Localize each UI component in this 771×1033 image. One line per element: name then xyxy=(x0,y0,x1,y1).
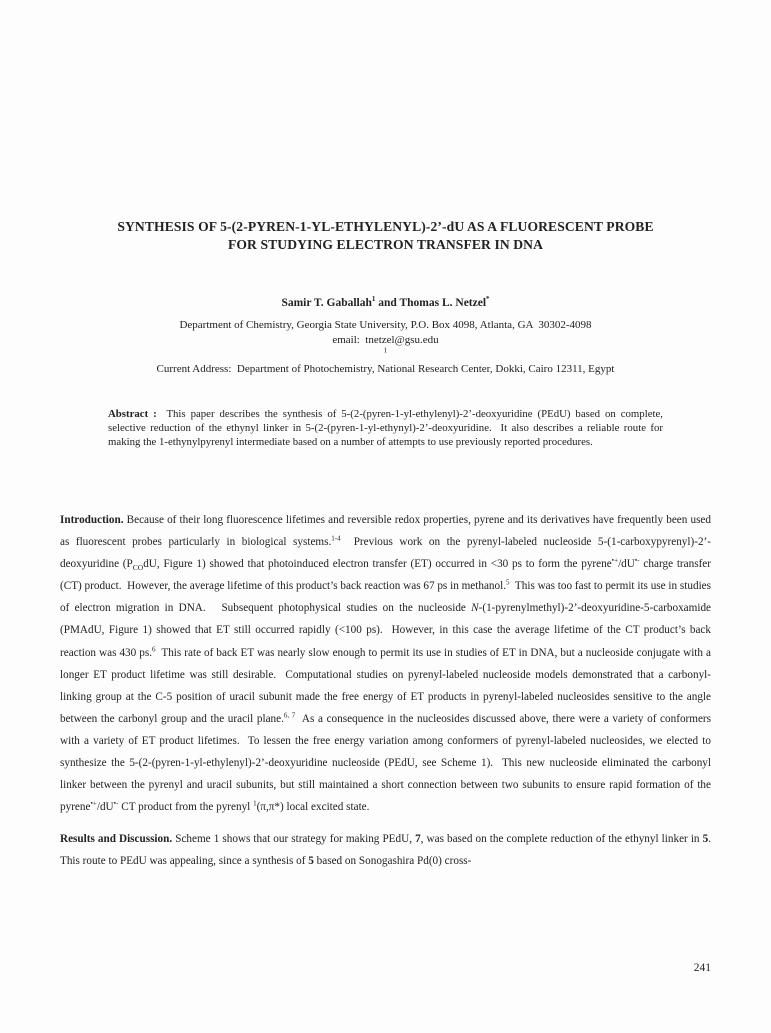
singlet-mark: 1 xyxy=(253,799,257,808)
results-text-3: . This route to PEdU was appealing, since a synthesis of xyxy=(60,833,717,868)
intro-text-2: Previous work on the pyrenyl-labeled nucleoside 5-(1-carboxypyrenyl)-2’-deoxyuridine (P xyxy=(60,536,711,571)
intro-text-3: dU, Figure 1) showed that photoinduced electron transfer (ET) occurred in <30 ps to form the pyrene xyxy=(143,558,612,571)
affiliations xyxy=(60,318,711,376)
current-address-text: Current Address: Department of Photochemistry, National Research Center, Dokki, Cairo 12311, Egypt xyxy=(156,362,615,375)
results-text-1: Scheme 1 shows that our strategy for making PEdU, xyxy=(172,833,416,846)
email-line: email: tnetzel@gsu.edu xyxy=(332,333,439,346)
intro-text-8: This rate of back ET was nearly slow enough to permit its use in studies of ET in DNA, but a nucleoside conjugate with a longer ET product lifetime was still desirable. Computational studies on pyrenyl-labeled nucleoside models demonstrated that a carbonyl-linking group at the C-5 position of uracil subunit made the free energy of ET products in pyrenyl-labeled nucleosides sensitive to the angle between the carbonyl group and the uracil plane. xyxy=(60,646,714,725)
compound-7: 7 xyxy=(415,833,421,846)
author-2-mark: * xyxy=(486,295,490,304)
radical-cation-mark-2: •+ xyxy=(90,799,97,808)
intro-text-1: Because of their long fluorescence lifetimes and reversible redox properties, pyrene and its derivatives have frequently been used as fluorescent probes particularly in biological systems. xyxy=(60,514,711,549)
intro-text-6: This was too fast to permit its use in studies of electron migration in DNA. Subsequent photophysical studies on the nucleoside xyxy=(60,580,714,615)
abstract-text: This paper describes the synthesis of 5-(2-(pyren-1-yl-ethylenyl)-2’-deoxyuridine (PEdU) based on complete, selective reduction of the ethynyl linker in 5-(2-(pyren-1-yl-ethynyl)-2’-deoxyuridine. It also describes a reliable route for making the 1-ethynylpyrenyl intermediate based on a number of attempts to use previously reported procedures. xyxy=(108,408,666,449)
author-conjunction: and xyxy=(375,297,400,309)
title-line-2: FOR STUDYING ELECTRON TRANSFER IN DNA xyxy=(227,237,543,252)
results-paragraph xyxy=(60,828,717,872)
introduction-paragraph xyxy=(60,509,714,818)
author-list xyxy=(60,297,711,309)
intro-text-9: As a consequence in the nucleosides discussed above, there were a variety of conformers with a variety of ET product lifetimes. To lessen the free energy variation among conformers of pyrenyl-labeled nucleosides, we elected to synthesize the 5-(2-(pyren-1-yl-ethylenyl)-2’-deoxyuridine nucleoside (PEdU, see Scheme 1). This new nucleoside eliminated the carbonyl linker between the pyrenyl and uracil subunits, but still maintained a short connection between two subunits to ensure rapid formation of the pyrene xyxy=(60,712,714,814)
results-text-4: based on Sonogashira Pd(0) cross- xyxy=(313,855,472,868)
compound-5-again: 5 xyxy=(308,855,314,868)
compound-5: 5 xyxy=(702,833,709,846)
current-address-line xyxy=(60,347,711,376)
ref-1-4: 1-4 xyxy=(331,534,341,543)
current-address-mark: 1 xyxy=(383,346,388,355)
radical-anion-mark-2: •- xyxy=(113,799,119,808)
radical-cation-mark-1: •+ xyxy=(611,556,619,565)
body-text xyxy=(60,509,717,873)
intro-italic-n: N xyxy=(471,602,479,615)
author-2: Thomas L. Netzel xyxy=(399,297,487,309)
intro-text-12: (π,π*) local excited state. xyxy=(256,801,370,814)
intro-text-5: charge transfer (CT) product. However, the average lifetime of this product’s back reaction was 67 ps in methanol. xyxy=(60,558,714,593)
author-1: Samir T. Gaballah xyxy=(281,297,372,309)
results-text-2: , was based on the complete reduction of the ethynyl linker in xyxy=(420,833,703,846)
abstract xyxy=(108,407,666,450)
intro-text-7: -(1-pyrenylmethyl)-2’-deoxyuridine-5-carboxamide (PMAdU, Figure 1) showed that ET still occurred rapidly (<100 ps). However, in this case the average lifetime of the CT product’s back reaction was 430 ps. xyxy=(60,602,714,659)
ref-5: 5 xyxy=(506,578,510,587)
paper-title xyxy=(60,218,711,254)
sub-co: CO xyxy=(132,563,144,573)
intro-text-10: /dU xyxy=(96,801,114,814)
author-1-mark: 1 xyxy=(371,295,376,304)
page-number: 241 xyxy=(693,962,711,974)
ref-6-7: 6, 7 xyxy=(283,711,296,720)
title-line-1: SYNTHESIS OF 5-(2-PYREN-1-YL-ETHYLENYL)-2’-dU AS A FLUORESCENT PROBE xyxy=(117,219,654,234)
intro-text-4: /dU xyxy=(618,558,635,571)
intro-text-11: CT product from the pyrenyl xyxy=(118,801,254,814)
introduction-heading: Introduction. xyxy=(60,514,124,526)
results-heading: Results and Discussion. xyxy=(60,833,173,846)
department-line: Department of Chemistry, Georgia State University, P.O. Box 4098, Atlanta, GA 30302-4098 xyxy=(179,319,592,331)
ref-6: 6 xyxy=(152,644,156,653)
radical-anion-mark-1: •- xyxy=(634,556,640,565)
abstract-label: Abstract : xyxy=(108,408,157,420)
